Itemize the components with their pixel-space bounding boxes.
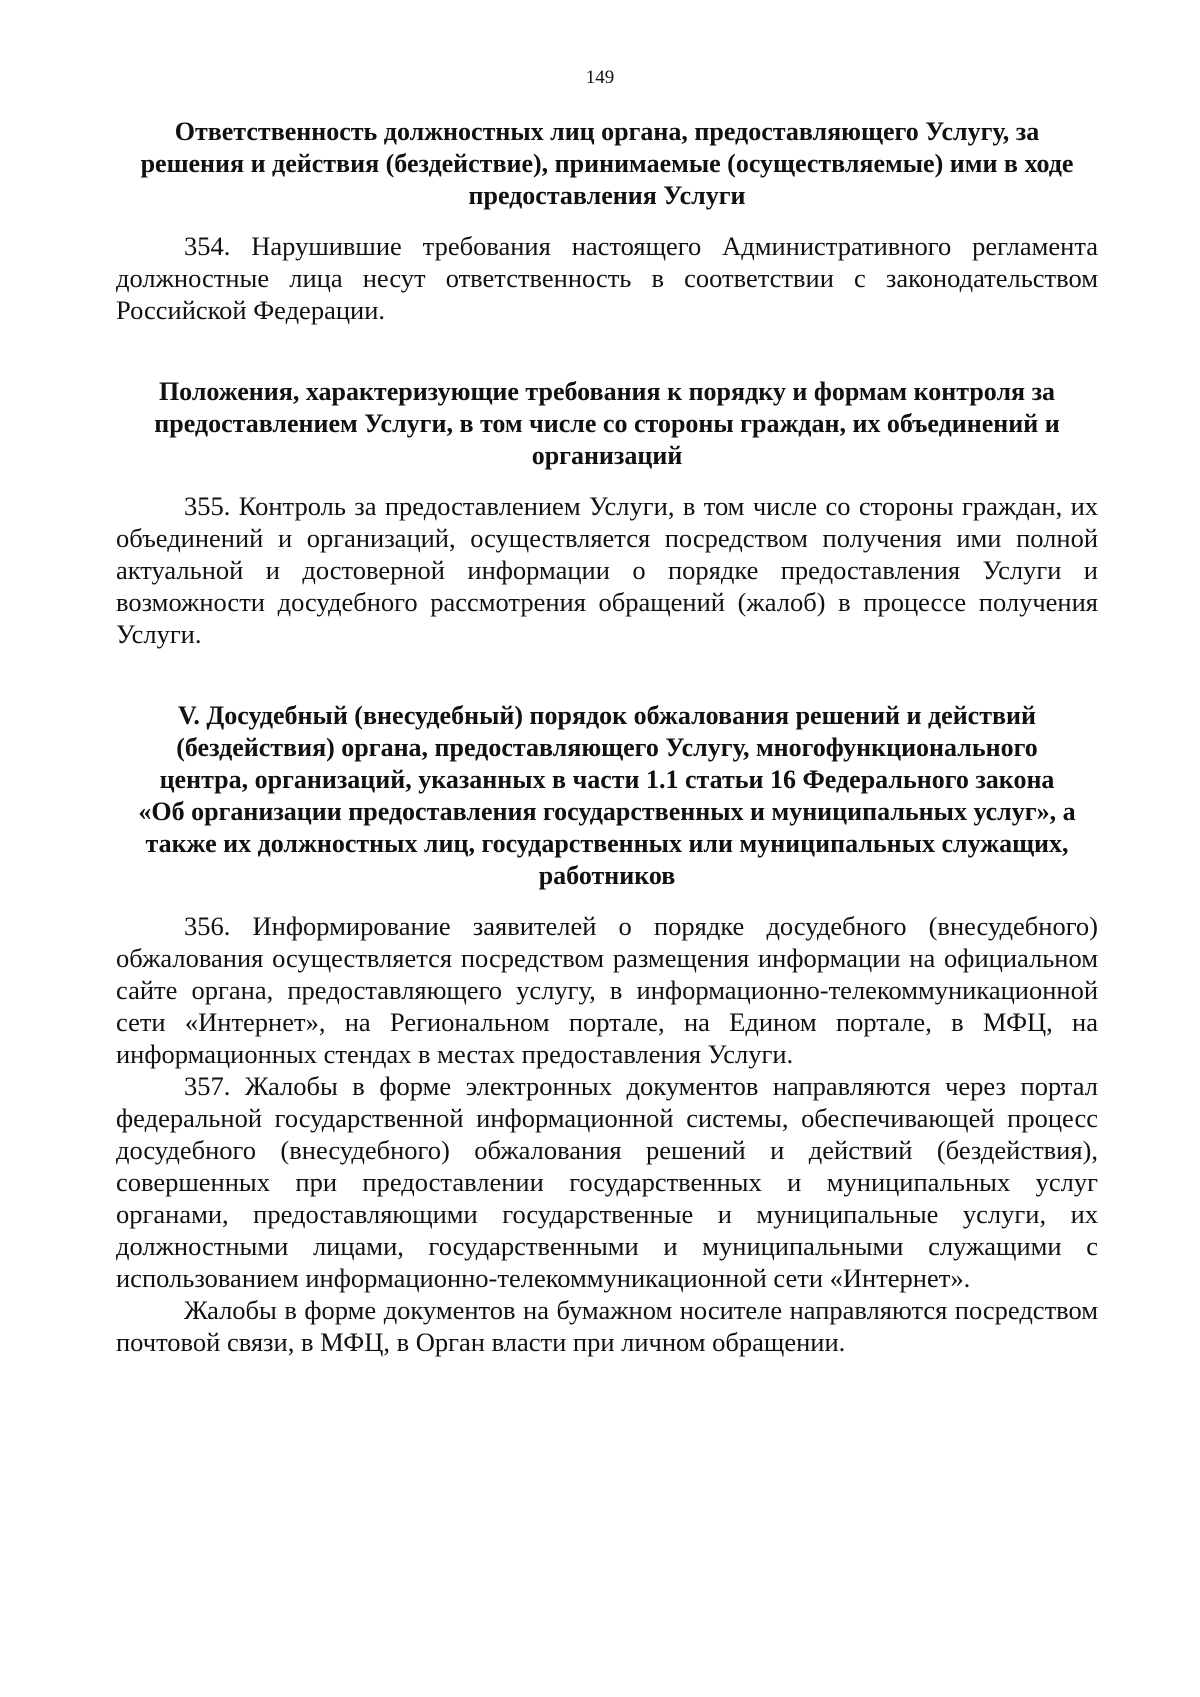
heading-line: центра, организаций, указанных в части 1.1 статьи 16 Федерального закона (159, 765, 1055, 794)
paragraph-355: 355. Контроль за предоставлением Услуги, в том числе со стороны граждан, их объединений и организаций, осуществляется посредством получения ими полной актуальной и достоверной информации о порядке предоставления Услуги и возможности досудебного рассмотрения обращений (жалоб) в процессе получения Услуги. (116, 491, 1098, 649)
heading-line: V. Досудебный (внесудебный) порядок обжалования решений и действий (177, 701, 1036, 730)
paragraph-357: 357. Жалобы в форме электронных документов направляются через портал федеральной государственной информационной системы, обеспечивающей процесс досудебного (внесудебного) обжалования решений и действий (бездействия), совершенных при предоставлении государственных и муниципальных услуг органами, предоставляющими государственные и муниципальные услуги, их должностными лицами, государственными и муниципальными служащими с использованием информационно-телекоммуникационной сети «Интернет». (116, 1071, 1098, 1293)
heading-line: Ответственность должностных лиц органа, предоставляющего Услугу, за (174, 117, 1040, 146)
heading-line: работников (538, 861, 676, 890)
paragraph-356: 356. Информирование заявителей о порядке досудебного (внесудебного) обжалования осуществляется посредством размещения информации на официальном сайте органа, предоставляющего услугу, в информационно-телекоммуникационной сети «Интернет», на Региональном портале, на Едином портале, в МФЦ, на информационных стендах в местах предоставления Услуги. (116, 911, 1098, 1069)
heading-line: предоставления Услуги (468, 181, 746, 210)
heading-line: Положения, характеризующие требования к порядку и формам контроля за (158, 377, 1056, 406)
section-control (116, 376, 1098, 650)
heading-line: предоставлением Услуги, в том числе со стороны граждан, их объединений и (154, 409, 1060, 438)
section-heading (116, 116, 1098, 212)
heading-line: организаций (531, 441, 683, 470)
heading-line: также их должностных лиц, государственных или муниципальных служащих, (145, 829, 1069, 858)
section-appeal-procedure (116, 700, 1098, 1358)
section-responsibility (116, 116, 1098, 326)
heading-line: решения и действия (бездействие), принимаемые (осуществляемые) ими в ходе (140, 149, 1074, 178)
document-body (116, 116, 1098, 1358)
section-heading (116, 700, 1098, 892)
heading-line: (бездействия) органа, предоставляющего Услугу, многофункционального (176, 733, 1038, 762)
paragraph-354: 354. Нарушившие требования настоящего Административного регламента должностные лица несут ответственность в соответствии с законодательством Российской Федерации. (116, 231, 1098, 325)
page-number: 149 (585, 67, 615, 88)
paragraph-paper-complaints: Жалобы в форме документов на бумажном носителе направляются посредством почтовой связи, в МФЦ, в Орган власти при личном обращении. (116, 1295, 1098, 1357)
section-heading (116, 376, 1098, 472)
heading-line: «Об организации предоставления государственных и муниципальных услуг», а (138, 797, 1076, 826)
